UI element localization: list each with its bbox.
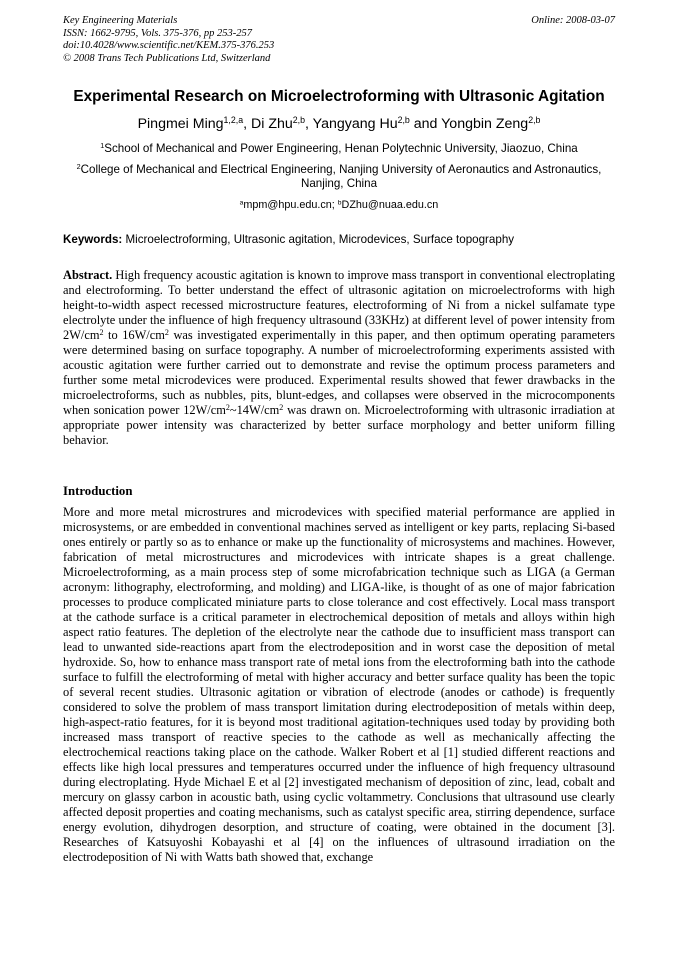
- keywords-label: Keywords:: [63, 233, 123, 246]
- author-affiliation-mark: 2,b: [397, 115, 410, 126]
- affiliation-number: 2: [76, 162, 81, 172]
- author-name: Di Zhu: [250, 116, 293, 132]
- journal-header: [63, 15, 274, 65]
- abstract-text: to 16W/cm: [103, 328, 165, 342]
- author-separator: ,: [243, 116, 251, 132]
- author-name: Yongbin Zeng: [441, 116, 529, 132]
- author-affiliation-mark: 2,b: [292, 115, 306, 126]
- affiliation-text: College of Mechanical and Electrical Engineering, Nanjing University of Aeronautics and Astronautics, Nanjing, China: [80, 163, 602, 191]
- superscript: 2: [279, 402, 284, 412]
- email-mark: a: [239, 199, 244, 207]
- affiliation-1: [63, 142, 615, 156]
- author-affiliation-mark: 1,2,a: [223, 115, 244, 126]
- abstract-text: was drawn on. Microelectroforming with ultrasonic irradiation at appropriate power intensity was characterized by better surface morphology and better uniform filling behavior.: [63, 403, 615, 447]
- superscript: 2: [99, 327, 104, 337]
- email-mark: b: [337, 199, 342, 207]
- abstract: [63, 268, 615, 448]
- author-separator: and: [409, 116, 442, 132]
- journal-copyright: © 2008 Trans Tech Publications Ltd, Switzerland: [63, 52, 271, 64]
- paper-title: Experimental Research on Microelectroforming with Ultrasonic Agitation: [73, 88, 605, 105]
- superscript: 2: [164, 327, 169, 337]
- affiliation-2: [63, 163, 615, 191]
- online-date: Online: 2008-03-07: [531, 15, 615, 26]
- journal-name: Key Engineering Materials: [63, 15, 178, 26]
- abstract-label: Abstract.: [63, 268, 113, 282]
- superscript: 2: [225, 402, 230, 412]
- keywords: [63, 233, 615, 246]
- journal-doi: doi:10.4028/www.scientific.net/KEM.375-376.253: [63, 40, 275, 52]
- author-emails: [63, 199, 615, 211]
- affiliation-number: 1: [100, 141, 105, 151]
- author-name: Pingmei Ming: [137, 116, 224, 132]
- journal-issn: ISSN: 1662-9795, Vols. 375-376, pp 253-257: [63, 27, 252, 39]
- author-list: [40, 116, 638, 132]
- affiliation-text: School of Mechanical and Power Engineering, Henan Polytechnic University, Jiaozuo, China: [104, 142, 578, 155]
- author-separator: ,: [305, 116, 313, 132]
- abstract-text: ~14W/cm: [229, 403, 280, 417]
- author-affiliation-mark: 2,b: [528, 115, 541, 126]
- abstract-text: High frequency acoustic agitation is known to improve mass transport in conventional electroplating and electroforming. To better understand the effect of ultrasonic agitation on microelectroforms with high height-to-width aspect recessed microstructure features, electroforming of Ni from a nickel sulfamate type electrolyte under the influence of high frequency ultrasound (33KHz) at different level of power intensity from 2W/cm: [63, 268, 615, 342]
- email-link[interactable]: mpm@hpu.edu.cn;: [243, 199, 338, 211]
- introduction-text: More and more metal microstrures and microdevices with specified material performance are applied in microsystems, or are embedded in conventional machines served as intelligent or key parts, replacing Si-based ones entirely or partly so as to enhance or make up the functionality of microsystems and machines. However, fabrication of metal microstructures and microdevices with intricate shapes is a great challenge. Microelectroforming, as a main process step of some microfabrication technique such as LIGA (a German acronym: lithography, electroforming, and molding) and LIGA-like, is thought of as one of major fabrication processes to produce complicated miniature parts to close tolerance and cost effectively. Local mass transport at the cathode surface is a critical parameter in electrochemical deposition of metals and alloys within high aspect ratio features. The depletion of the electrolyte near the cathode due to insufficient mass transport can lead to unwanted side-reactions apart from the electrodeposition and in worst case the deposition of metal hydroxide. So, how to enhance mass transport rate of metal ions from the electroforming bath into the cathode surface to fulfill the electroforming of metal with higher accuracy and better surface quality has been the topic of several recent studies. Ultrasonic agitation or vibration of electrode (anodes or cathode) is frequently considered to solve the problem of mass transport limitation during electrodeposition of metals within deep, high-aspect-ratio features, for it is beyond most traditional agitation-techniques used today by providing both increased mass transport of reactive species to the cathode as well as mechanically affecting the electrochemical reactions taking place on the cathode. Walker Robert et al [1] studied different reactions and effects like high local pressures and temperatures occurred under the influence of high frequency ultrasound during electroplating. Hyde Michael E et al [2] investigated mechanism of deposition of zinc, lead, cobalt and mercury on glassy carbon in acoustic bath, using cyclic voltammetry. Conclusions that ultrasound use clearly affected deposit properties and coating mechanisms, such as catalyst specific area, stirring dependence, surface energy evolution, dihydrogen desorption, and structure of coating, were obtained in the document [3]. Researches of Katsuyoshi Kobayashi et al [4] on the influences of ultrasound irradiation on the electrodeposition of Ni with Watts bath showed that, exchange: [63, 505, 615, 864]
- section-heading-introduction: Introduction: [63, 484, 133, 498]
- keywords-text: Microelectroforming, Ultrasonic agitation, Microdevices, Surface topography: [122, 233, 515, 246]
- author-name: Yangyang Hu: [312, 116, 398, 132]
- abstract-text: was investigated experimentally in this paper, and then optimum operating parameters were determined basing on surface topography. A number of microelectroforming experiments assisted with acoustic agitation were further carried out to demonstrate and revise the optimum process parameters and further some metal microdevices were produced. Experimental results showed that fewer drawbacks in the microelectroforms, such as nubbles, pits, blunt-edges, and collapses were observed in the microcomponents when sonication power 12W/cm: [63, 328, 616, 417]
- email-link[interactable]: DZhu@nuaa.edu.cn: [341, 199, 439, 211]
